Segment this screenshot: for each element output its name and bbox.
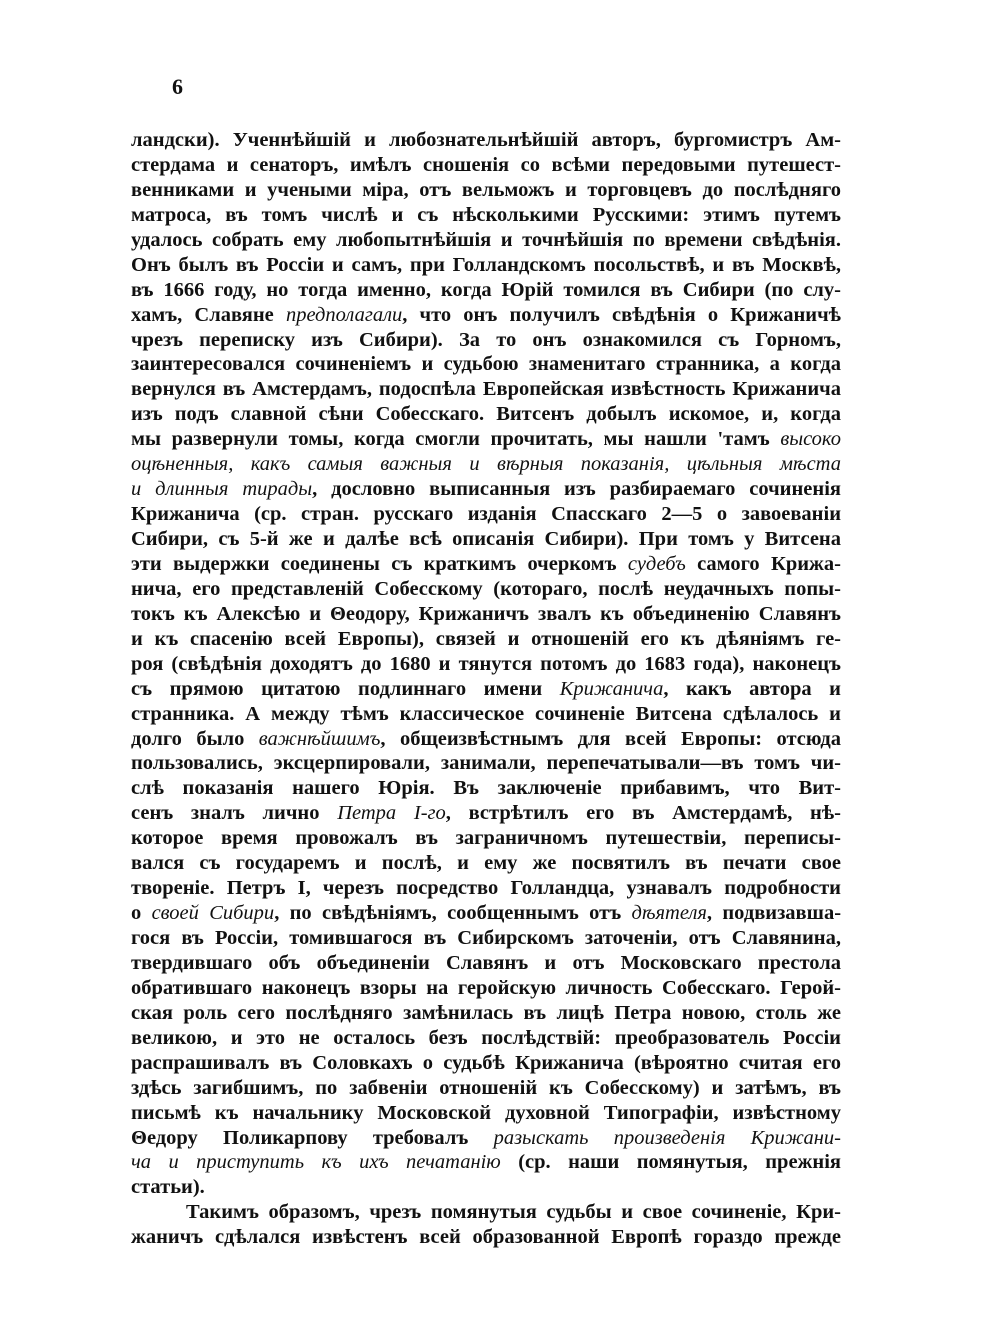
text-line <box>131 253 841 278</box>
text-run: мы развернули томы, когда смогли прочитать, мы нашли 'тамъ <box>131 428 781 451</box>
text-run: странника. А между тѣмъ классическое сочиненіе Витсена сдѣлалось и <box>131 702 841 725</box>
text-run: вернулся въ Амстердамъ, подоспѣла Европейская извѣстность Крижанича <box>131 378 841 401</box>
text-line <box>131 727 841 752</box>
text-run: письмѣ къ начальнику Московской духовной Типографіи, извѣстному <box>131 1101 841 1124</box>
italic-text: судебъ <box>627 552 686 575</box>
text-run: роя (свѣдѣнія доходятъ до 1680 и тянутся потомъ до 1683 года), наконецъ <box>131 652 841 675</box>
text-run: слѣ показанія нашего Юрія. Въ заключеніе прибавимъ, что Вит- <box>131 777 841 800</box>
text-run: гося въ Россіи, томившагося въ Сибирскомъ заточеніи, отъ Славянина, <box>131 927 841 949</box>
text-run: которое время провожалъ въ заграничномъ путешествіи, переписы- <box>131 827 841 850</box>
page-number: 6 <box>172 74 183 99</box>
text-run: статьи). <box>131 1176 205 1199</box>
text-run: въ 1666 году, но тогда именно, когда Юрій томился въ Сибири (по слу- <box>131 278 841 301</box>
text-line <box>131 153 841 178</box>
text-line <box>131 1175 841 1200</box>
text-line <box>131 203 841 228</box>
italic-text: разыскать произведенія Крижани- <box>493 1126 841 1149</box>
italic-text: и длинныя тирады <box>131 478 313 501</box>
text-run: заинтересовался сочиненіемъ и судьбою знаменитаго странника, а когда <box>131 353 841 376</box>
text-run: , дословно выписанныя изъ разбираемаго сочиненія <box>312 478 841 501</box>
text-run: , подвизавша- <box>706 902 842 925</box>
text-run: (ср. наши помянутыя, прежнія <box>500 1151 842 1174</box>
text-run: хамъ, Славяне <box>131 303 286 326</box>
italic-text: Петра I-го <box>337 802 446 825</box>
paragraph-start-line <box>131 1200 841 1225</box>
text-line <box>131 801 841 826</box>
text-line <box>131 876 841 901</box>
text-run: съ прямою цитатою подлиннаго имени <box>131 677 560 700</box>
text-run: удалось собрать ему любопытнѣйшія и точнѣйшія по времени свѣдѣнія. <box>131 228 841 251</box>
text-run: самого Крижа- <box>685 552 841 575</box>
text-line <box>131 527 841 552</box>
text-run: о <box>131 902 152 925</box>
text-line <box>131 702 841 727</box>
italic-text: дѣятеля <box>631 902 707 925</box>
text-line <box>131 552 841 577</box>
text-run: обратившаго наконецъ взоры на геройскую личность Собесскаго. Герой- <box>131 976 841 999</box>
text-run: , по свѣдѣніямъ, сообщеннымъ отъ <box>274 902 632 925</box>
text-run: нича, его представленій Собесскому (котораго, послѣ неудачныхъ попы- <box>131 577 841 600</box>
text-line <box>131 1001 841 1026</box>
text-line <box>131 377 841 402</box>
text-run: матроса, въ томъ числѣ и съ нѣсколькими Русскими: этимъ путемъ <box>131 203 841 226</box>
text-line <box>131 602 841 627</box>
text-run: жаничъ сдѣлался извѣстенъ всей образованной Европѣ гораздо прежде <box>131 1226 841 1249</box>
text-run: великою, и это не осталось безъ послѣдствій: преобразователь Россіи <box>131 1026 841 1049</box>
text-run: Онъ былъ въ Россіи и самъ, при Голландскомъ посольствѣ, и въ Москвѣ, <box>131 253 841 276</box>
text-line <box>131 477 841 502</box>
text-run: распрашивалъ въ Соловкахъ о судьбѣ Крижанича (вѣроятно считая его <box>131 1051 841 1074</box>
text-run: здѣсь загибшимъ, по забвеніи отношеній къ Собесскому) и затѣмъ, въ <box>131 1076 841 1099</box>
text-run: токъ къ Алексѣю и Θеодору, Крижаничъ звалъ къ объединенію Славянъ <box>131 602 841 625</box>
italic-text: предполагали <box>285 303 403 326</box>
text-run: стердама и сенаторъ, имѣлъ сношенія со всѣми передовыми путешест- <box>131 153 841 176</box>
text-line <box>131 328 841 353</box>
text-run: Такимъ образомъ, чрезъ помянутыя судьбы и свое сочиненіе, Кри- <box>186 1201 841 1224</box>
text-run: сенъ зналъ лично <box>131 802 338 825</box>
text-line <box>131 452 841 477</box>
italic-text: высоко <box>780 428 841 451</box>
italic-text: своей Сибири <box>151 902 275 925</box>
body-text <box>131 128 841 1250</box>
text-line <box>131 1026 841 1051</box>
text-line <box>131 1051 841 1076</box>
text-line <box>131 751 841 776</box>
text-line <box>131 677 841 702</box>
text-line <box>131 128 841 153</box>
text-line <box>131 976 841 1001</box>
italic-text: оцѣненныя, какъ самыя важныя и вѣрныя показанія, цѣльныя мѣста <box>131 453 841 476</box>
text-line <box>131 352 841 377</box>
text-run: , общеизвѣстнымъ для всей Европы: отсюда <box>380 727 841 750</box>
text-run: изъ подъ славной сѣни Собесскаго. Витсенъ добылъ искомое, и, когда <box>131 403 841 426</box>
text-run: и къ спасенію всей Европы), связей и отношеній его къ дѣяніямъ ге- <box>131 627 841 650</box>
text-run: , встрѣтилъ его въ Амстердамѣ, нѣ- <box>445 802 842 825</box>
text-run: пользовались, эксцерпировали, занимали, перепечатывали—въ томъ чи- <box>131 752 841 775</box>
text-line <box>131 951 841 976</box>
text-line <box>131 502 841 527</box>
italic-text: ча и приступить къ ихъ печатанію <box>131 1151 501 1174</box>
text-run: ландски). Ученнѣйшій и любознательнѣйшій авторъ, бургомистръ Ам- <box>131 129 841 151</box>
text-line <box>131 776 841 801</box>
italic-text: Крижанича <box>559 677 664 700</box>
text-run: венниками и учеными міра, отъ вельможъ и торговцевъ до послѣдняго <box>131 178 841 201</box>
text-line <box>131 577 841 602</box>
text-line <box>131 1126 841 1151</box>
text-line <box>131 652 841 677</box>
text-line <box>131 303 841 328</box>
text-line <box>131 901 841 926</box>
text-run: твореніе. Петръ I, черезъ посредство Голландца, узнавалъ подробности <box>131 877 841 900</box>
text-run: Θедору Поликарпову требовалъ <box>131 1126 494 1149</box>
text-run: Крижанича (ср. стран. русскаго изданія Спасскаго 2—5 о завоеваніи <box>131 503 841 526</box>
text-line <box>131 427 841 452</box>
text-line <box>131 1225 841 1250</box>
text-run: чрезъ переписку изъ Сибири). За то онъ ознакомился съ Горномъ, <box>131 328 841 351</box>
text-line <box>131 178 841 203</box>
text-run: твердившаго объ объединеніи Славянъ и отъ Московскаго престола <box>131 951 841 974</box>
text-line <box>131 228 841 253</box>
text-line <box>131 1150 841 1175</box>
text-line <box>131 826 841 851</box>
text-line <box>131 1076 841 1101</box>
italic-text: важнѣйшимъ <box>258 727 381 750</box>
text-run: Сибири, съ 5-й же и далѣе всѣ описанія Сибири). При томъ у Витсена <box>131 528 841 550</box>
text-run: эти выдержки соединены съ краткимъ очеркомъ <box>131 552 628 575</box>
text-line <box>131 627 841 652</box>
text-line <box>131 1101 841 1126</box>
text-run: , что онъ получилъ свѣдѣнія о Крижаничѣ <box>402 303 841 326</box>
text-line <box>131 926 841 951</box>
text-line <box>131 278 841 303</box>
text-line <box>131 851 841 876</box>
text-run: вался съ государемъ и послѣ, и ему же посвятилъ въ печати свое <box>131 852 841 875</box>
text-run: ская роль сего послѣдняго замѣнилась въ лицѣ Петра новою, столь же <box>131 1001 841 1024</box>
text-run: долго было <box>131 727 259 750</box>
text-run: , какъ автора и <box>663 677 841 700</box>
text-line <box>131 402 841 427</box>
